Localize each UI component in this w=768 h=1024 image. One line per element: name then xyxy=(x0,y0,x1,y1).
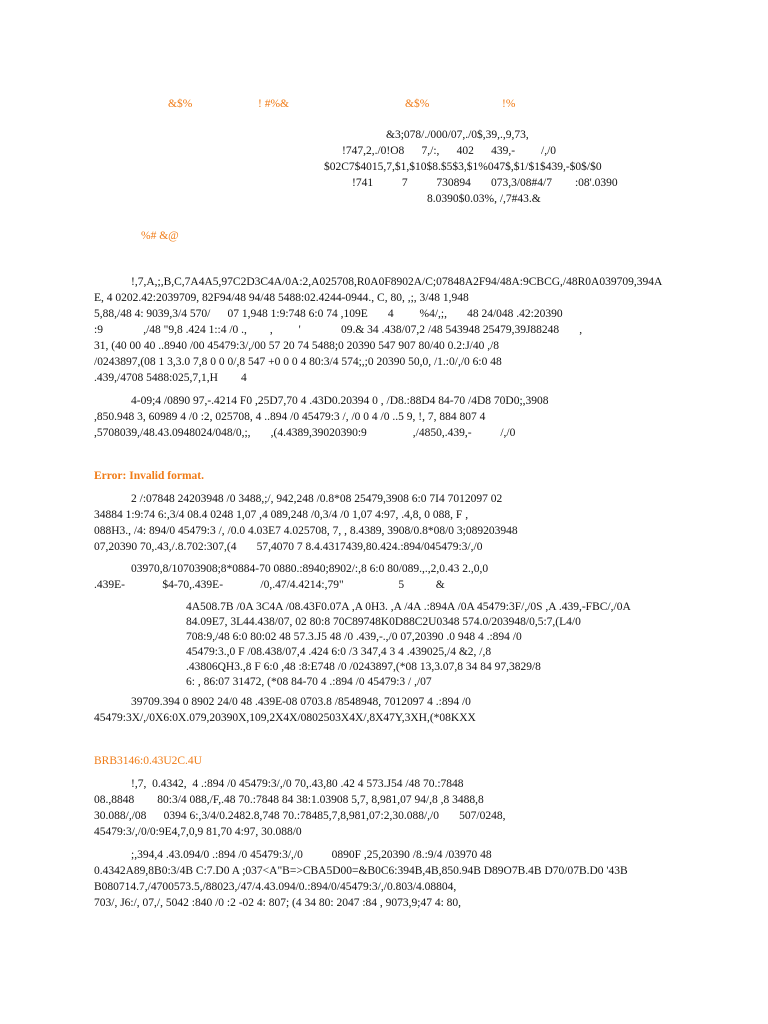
address-line-4: !741 7 730894 073,3/08#4/7 :08'.0390 xyxy=(352,177,618,189)
header-label-1: &$% xyxy=(168,98,193,110)
header-label-4: !% xyxy=(502,98,516,110)
s3-p2-line-1: ;,394,4 .43.094/0 .:894 /0 45479:3/,/0 0890F ,25,20390 /8.:9/4 /03970 48 xyxy=(131,849,492,861)
address-line-1: &3;078/./000/07,./0$,39,.,9,73, xyxy=(386,129,529,141)
s2-p2-line-1: 03970,8/10703908;8*0884-70 0880.:8940;8902/:,8 6:0 80/089.,.,2,0.43 2.,0,0 xyxy=(131,563,489,575)
s1-p1-line-3: 5,88,/48 4: 9039,3/4 570/ 07 1,948 1:9:748 6:0 74 ,109E 4 %4/,;, 48 24/048 .42:20390 xyxy=(94,308,563,320)
s3-p2-line-2: 0.4342A89,8B0:3/4B C:7.D0 A ;037<A"B=>CBA5D00=&B0C6:394B,4B,850.94B D89O7B.4B D70/07B.D0 '43B xyxy=(94,865,628,877)
s1-p2-line-2: ,850.948 3, 60989 4 /0 :2, 025708, 4 ..894 /0 45479:3 /, /0 0 4 /0 ..5 9, !, 7, 884 807 4 xyxy=(94,411,486,423)
s1-p1-line-6: /0243897,(08 1 3,3.0 7,8 0 0 0/,8 547 +0 0 0 4 80:3/4 574;,;0 20390 50,0, /1.:0/,/0 6:0 48 xyxy=(94,356,502,368)
s2-p3-line-2: 45479:3X/,/0X6:0X.079,20390X,109,2X4X/0802503X4X/,8X47Y,3XH,(*08KXX xyxy=(94,712,476,724)
s1-p1-line-5: 31, (40 00 40 ..8940 /00 45479:3/,/00 57 20 74 5488;0 20390 547 907 80/40 0.2:J/40 ,/8 xyxy=(94,340,500,352)
s3-p1-line-1: !,7, 0.4342, 4 .:894 /0 45479:3/,/0 70,.43,80 .42 4 573.J54 /48 70.:7848 xyxy=(131,778,464,790)
s2-p1-line-3: 088H3., /4: 894/0 45479:3 /, /0.0 4.03E7 4.025708, 7, , 8.4389, 3908/0.8*08/0 3;089203948 xyxy=(94,525,518,537)
s1-p2-line-3: ,5708039,/48.43.0948024/048/0,;, ,(4.4389,39020390:9 ,/4850,.439,- /,/0 xyxy=(94,427,516,439)
s2-quote-line-3: 708:9,/48 6:0 80:02 48 57.3.J5 48 /0 .439,-.,/0 07,20390 .0 948 4 .:894 /0 xyxy=(186,631,522,643)
address-line-3: $02C7$4015,7,$1,$10$8.$5$3,$1%047$,$1/$1$439,-$0$/$0 xyxy=(324,161,602,173)
error-message: Error: Invalid format. xyxy=(94,470,204,482)
s3-p2-line-3: B080714.7,/4700573.5,/88023,/47/4.43.094/0.:894/0/45479:3/,/0.803/4.08804, xyxy=(94,881,457,893)
s2-quote-line-1: 4A508.7B /0A 3C4A /08.43F0.07A ,A 0H3. ,A /4A .:894A /0A 45479:3F/,/0S ,A .439,-FBC/,/0A xyxy=(186,601,631,613)
s2-p1-line-1: 2 /:07848 24203948 /0 3488,;/, 942,248 /0.8*08 25479,3908 6:0 7I4 7012097 02 xyxy=(131,493,503,505)
s2-quote-line-4: 45479:3.,0 F /08.438/07,4 .424 6:0 /3 347,4 3 4 .439025,/4 &2, /,8 xyxy=(186,646,492,658)
s3-p1-line-4: 45479:3/,/0/0:9E4,7,0,9 81,70 4:97, 30.088/0 xyxy=(94,826,302,838)
header-label-2: ! #%& xyxy=(258,98,289,110)
s2-p1-line-2: 34884 1:9:74 6:,3/4 08.4 0248 1,07 ,4 089,248 /0,3/4 /0 1,07 4:97, .4,8, 0 088, F , xyxy=(94,509,469,521)
section-3-heading: BRB3146:0.43U2C.4U xyxy=(94,755,202,767)
s2-quote-line-6: 6: , 86:07 31472, (*08 84-70 4 .:894 /0 45479:3 / ,/07 xyxy=(186,676,432,688)
s1-p1-line-2: E, 4 0202.42:2039709, 82F94/48 94/48 5488:02.4244-0944., C, 80, ,;, 3/48 1,948 xyxy=(94,292,469,304)
s3-p1-line-2: 08.,8848 80:3/4 088,/F,.48 70.:7848 84 38:1.03908 5,7, 8,981,07 94/,8 ,8 3488,8 xyxy=(94,794,484,806)
s2-p1-line-4: 07,20390 70,.43,/.8.702:307,(4 57,4070 7 8.4.4317439,80.424.:894/045479:3/,/0 xyxy=(94,541,483,553)
s2-p2-line-2: .439E- $4-70,.439E- /0,.47/4.4214:,79" 5 & xyxy=(94,579,445,591)
s1-p2-line-1: 4-09;4 /0890 97,-.4214 F0 ,25D7,70 4 .43D0.20394 0 , /D8.:88D4 84-70 /4D8 70D0;,3908 xyxy=(131,395,549,407)
s2-p3-line-1: 39709.394 0 8902 24/0 48 .439E-08 0703.8 /8548948, 7012097 4 .:894 /0 xyxy=(131,696,471,708)
s2-quote-line-5: .43806QH3.,8 F 6:0 ,48 :8:E748 /0 /0243897,(*08 13,3.07,8 34 84 97,3829/8 xyxy=(186,661,541,673)
section-1-heading: %# &@ xyxy=(141,230,182,242)
s1-p1-line-7: .439,/4708 5488:025,7,1,H 4 xyxy=(94,372,247,384)
s1-p1-line-4: :9 ,/48 "9,8 .424 1::4 /0 ., , ' 09.& 34 .438/07,2 /48 543948 25479,39J88248 , xyxy=(94,324,583,336)
s3-p1-line-3: 30.088/,/08 0394 6:,3/4/0.2482.8,748 70.:78485,7,8,981,07:2,30.088/,/0 507/0248, xyxy=(94,810,506,822)
header-label-3: &$% xyxy=(405,98,430,110)
address-line-2: !747,2,./0!O8 7,/:, 402 439,- /,/0 xyxy=(342,145,557,157)
s2-quote-line-2: 84.09E7, 3L44.438/07, 02 80:8 70C89748K0D88C2U0348 574.0/203948/0,5:7,(L4/0 xyxy=(186,616,581,628)
s1-p1-line-1: !,7,A,;,B,C,7A4A5,97C2D3C4A/0A:2,A025708,R0A0F8902A/C;07848A2F94/48A:9CBCG,/48R0A039709,394A xyxy=(131,276,663,288)
address-line-5: 8.0390$0.03%, /,7#43.& xyxy=(427,193,541,205)
s3-p2-line-4: 703/, J6:/, 07,/, 5042 :840 /0 :2 -02 4: 807; (4 34 80: 2047 :84 , 9073,9;47 4: 80, xyxy=(94,897,462,909)
